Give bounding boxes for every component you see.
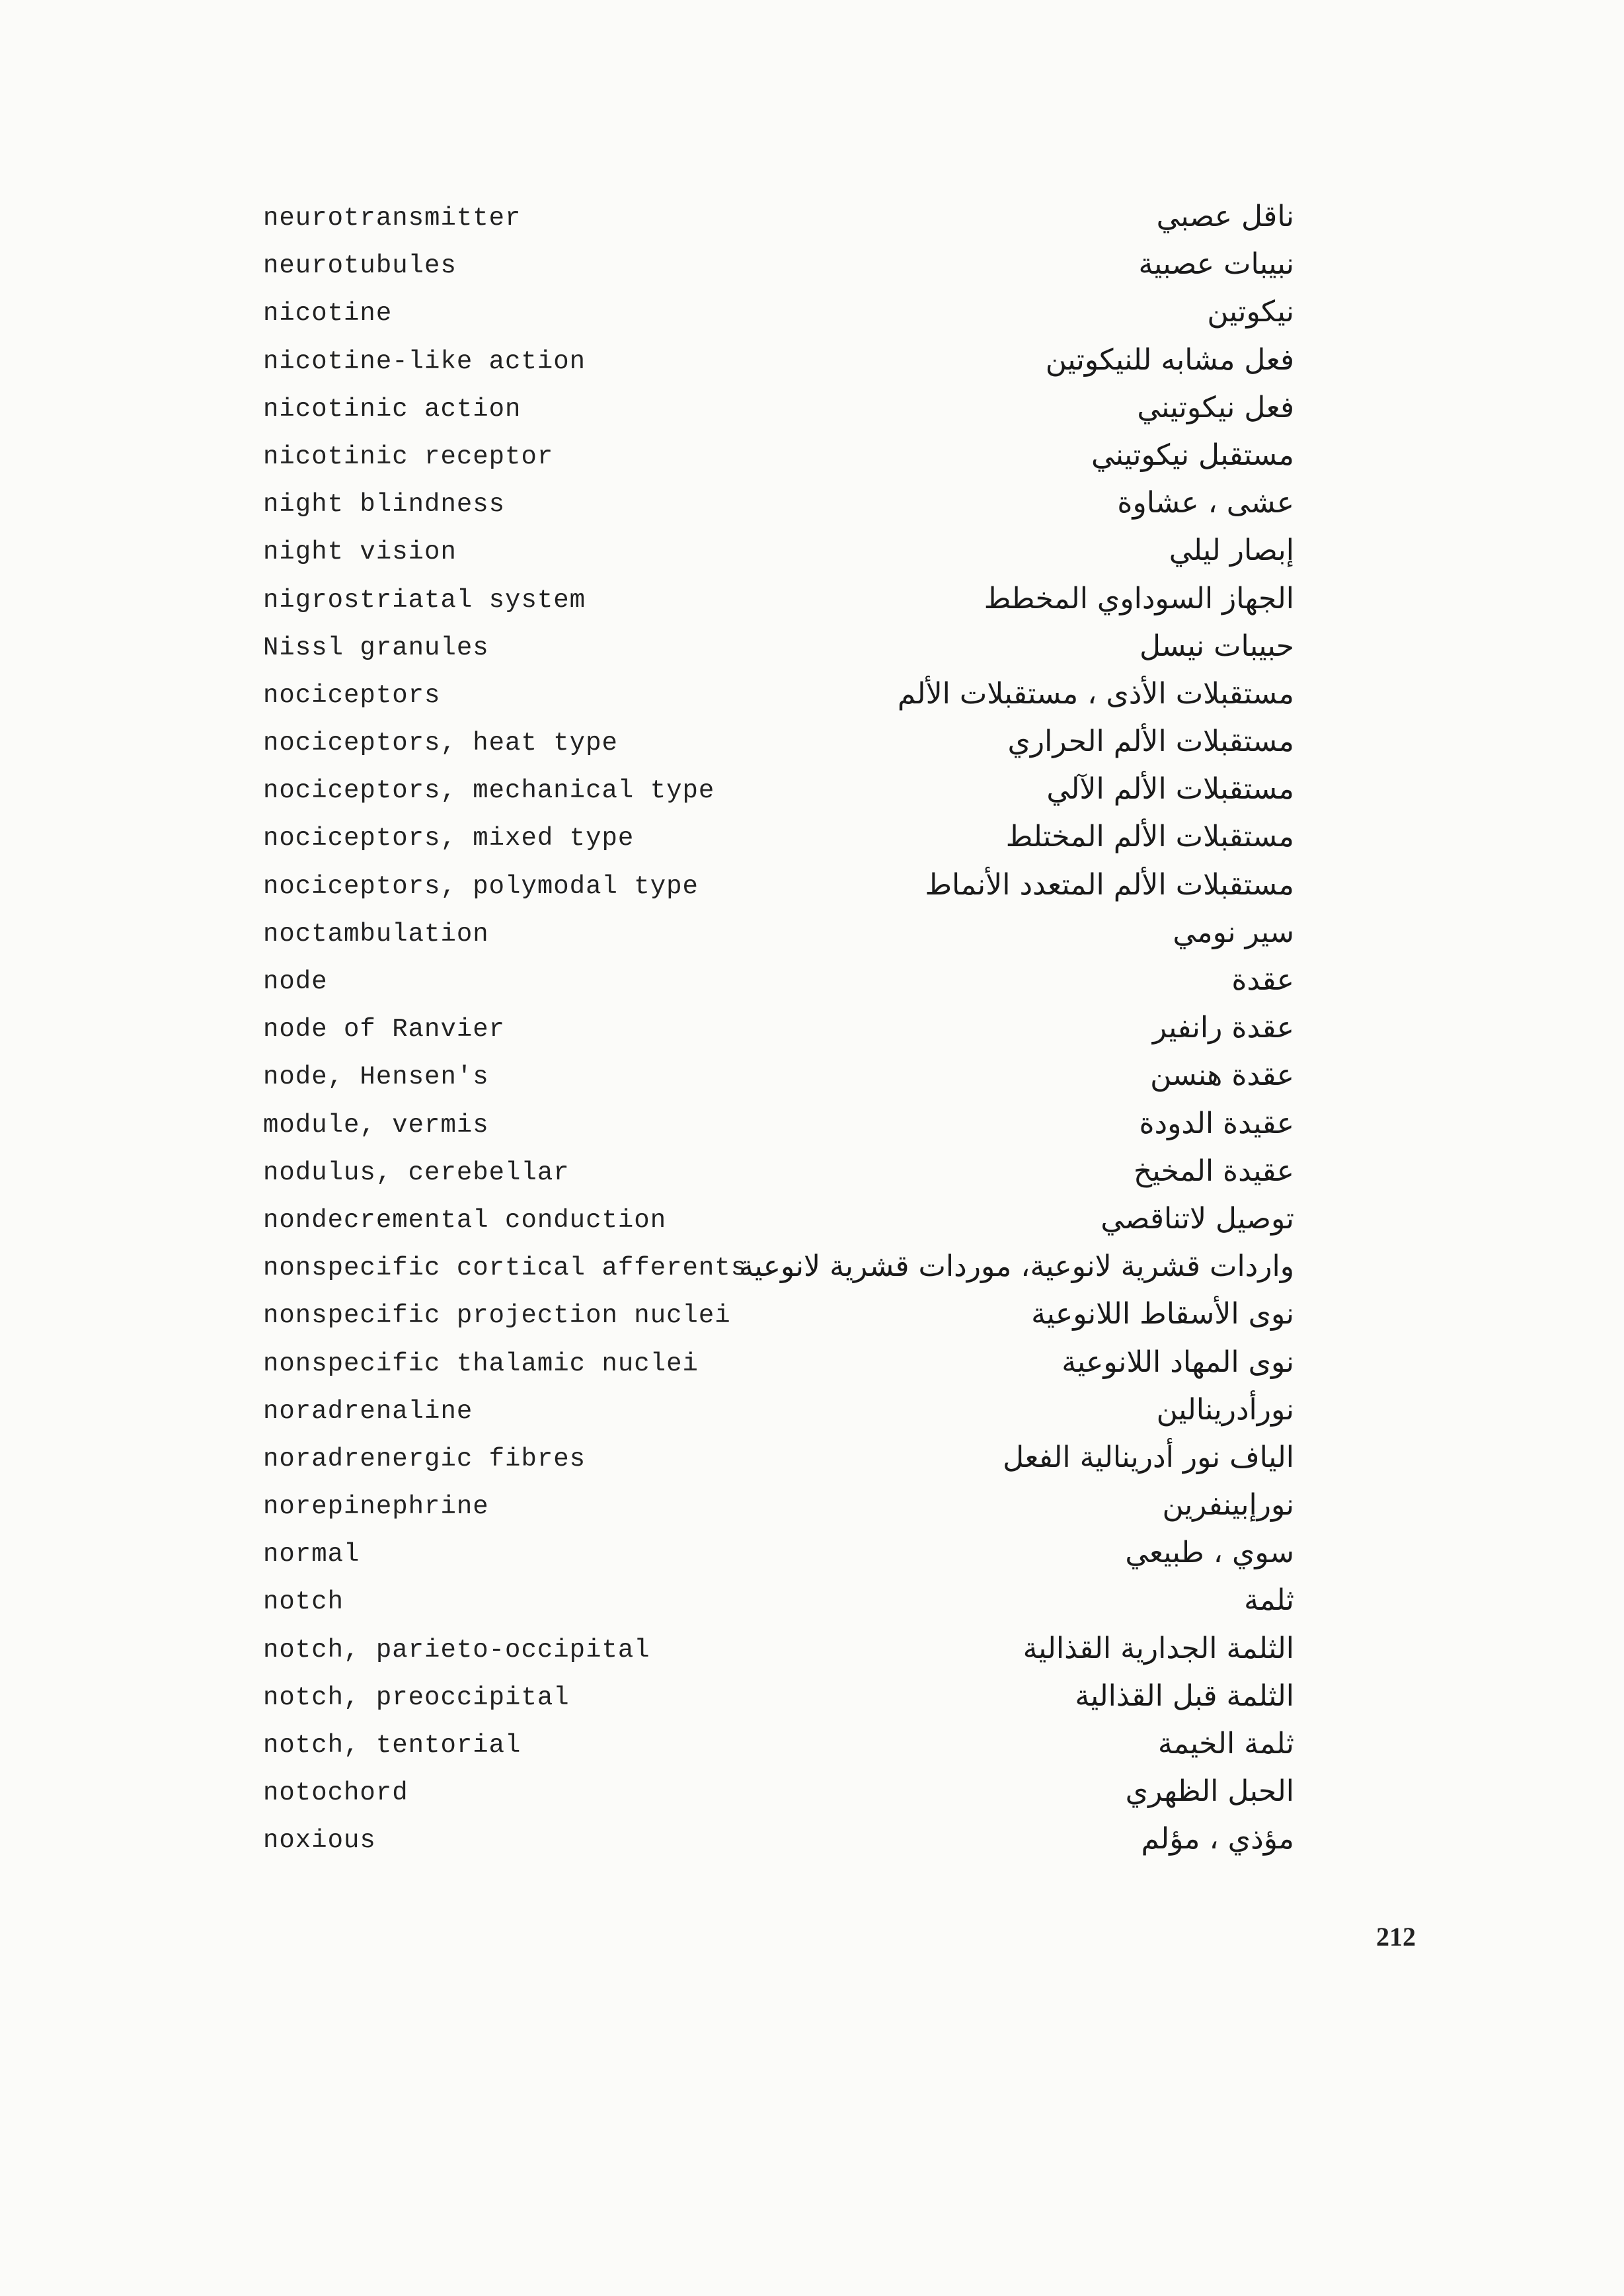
glossary-entry bbox=[263, 1296, 1294, 1343]
glossary-entry bbox=[263, 1678, 1294, 1725]
arabic-term: مستقبلات الألم المتعدد الأنماط bbox=[925, 867, 1294, 902]
english-term: nociceptors, heat type bbox=[263, 729, 618, 758]
glossary-entry bbox=[263, 1630, 1294, 1678]
arabic-term: عقيدة الدودة bbox=[1139, 1106, 1294, 1140]
english-term: nociceptors, mechanical type bbox=[263, 776, 715, 806]
glossary-entry bbox=[263, 1392, 1294, 1439]
arabic-term: ثلمة الخيمة bbox=[1157, 1727, 1294, 1761]
arabic-term: مستقبلات الأذى ، مستقبلات الألم bbox=[897, 676, 1294, 711]
english-term: norepinephrine bbox=[263, 1492, 489, 1522]
glossary-entry bbox=[263, 1439, 1294, 1487]
arabic-term: نورإبينفرين bbox=[1162, 1488, 1294, 1523]
english-term: nicotinic receptor bbox=[263, 442, 554, 471]
english-term: nondecremental conduction bbox=[263, 1205, 667, 1235]
glossary-entry bbox=[263, 1487, 1294, 1534]
arabic-term: عقيدة المخيخ bbox=[1133, 1154, 1294, 1188]
english-term: notch bbox=[263, 1587, 344, 1617]
glossary-entry bbox=[263, 1344, 1294, 1392]
arabic-term: نوى الأسقاط اللانوعية bbox=[1031, 1297, 1294, 1331]
arabic-term: مستقبل نيكوتيني bbox=[1091, 438, 1294, 472]
english-term: nicotine-like action bbox=[263, 346, 586, 376]
glossary-entry-list bbox=[263, 198, 1294, 1869]
arabic-term: نوى المهاد اللانوعية bbox=[1062, 1345, 1294, 1379]
glossary-entry bbox=[263, 532, 1294, 580]
english-term: neurotransmitter bbox=[263, 204, 522, 233]
english-term: nonspecific cortical afferents bbox=[263, 1253, 748, 1283]
glossary-entry bbox=[263, 723, 1294, 771]
english-term: nodulus, cerebellar bbox=[263, 1158, 570, 1187]
arabic-term: عشى ، عشاوة bbox=[1117, 486, 1294, 520]
page-number: 212 bbox=[1376, 1922, 1416, 1952]
glossary-entry bbox=[263, 1105, 1294, 1153]
glossary-entry bbox=[263, 342, 1294, 389]
arabic-term: نبيبات عصبية bbox=[1138, 247, 1294, 282]
glossary-entry bbox=[263, 437, 1294, 485]
english-term: nociceptors, mixed type bbox=[263, 824, 635, 853]
arabic-term: الجهاز السوداوي المخطط bbox=[984, 581, 1294, 615]
glossary-entry bbox=[263, 628, 1294, 676]
glossary-entry bbox=[263, 1534, 1294, 1582]
glossary-entry bbox=[263, 1153, 1294, 1201]
arabic-term: سوي ، طبيعي bbox=[1125, 1536, 1294, 1570]
glossary-entry bbox=[263, 1009, 1294, 1057]
glossary-entry bbox=[263, 1057, 1294, 1105]
glossary-entry bbox=[263, 771, 1294, 818]
glossary-entry bbox=[263, 1582, 1294, 1630]
glossary-entry bbox=[263, 1248, 1294, 1296]
arabic-term: نيكوتين bbox=[1207, 295, 1294, 329]
english-term: node bbox=[263, 967, 328, 996]
arabic-term: واردات قشرية لانوعية، موردات قشرية لانوعية bbox=[738, 1249, 1294, 1284]
arabic-term: ثلمة bbox=[1244, 1583, 1294, 1618]
english-term: night vision bbox=[263, 537, 457, 567]
arabic-term: عقدة رانفير bbox=[1152, 1011, 1294, 1045]
english-term: Nissl granules bbox=[263, 633, 489, 662]
glossary-entry bbox=[263, 580, 1294, 628]
arabic-term: مستقبلات الألم الحراري bbox=[1007, 725, 1294, 759]
english-term: nigrostriatal system bbox=[263, 585, 586, 615]
arabic-term: الحبل الظهري bbox=[1125, 1774, 1294, 1809]
english-term: night blindness bbox=[263, 490, 506, 520]
arabic-term: ناقل عصبي bbox=[1156, 200, 1294, 233]
arabic-term: مؤذي ، مؤلم bbox=[1141, 1822, 1294, 1856]
glossary-entry bbox=[263, 198, 1294, 246]
english-term: nicotine bbox=[263, 299, 393, 329]
arabic-term: الياف نور أدرينالية الفعل bbox=[1003, 1440, 1294, 1474]
english-term: node of Ranvier bbox=[263, 1015, 506, 1045]
english-term: noradrenaline bbox=[263, 1396, 473, 1426]
arabic-term: إبصار ليلي bbox=[1169, 534, 1294, 568]
english-term: nicotinic action bbox=[263, 394, 522, 424]
glossary-entry bbox=[263, 914, 1294, 962]
arabic-term: مستقبلات الألم المختلط bbox=[1005, 820, 1294, 854]
arabic-term: الثلمة الجدارية القذالية bbox=[1023, 1631, 1294, 1665]
glossary-entry bbox=[263, 867, 1294, 914]
glossary-entry bbox=[263, 246, 1294, 294]
english-term: nociceptors bbox=[263, 680, 441, 710]
glossary-entry bbox=[263, 962, 1294, 1009]
english-term: nonspecific thalamic nuclei bbox=[263, 1349, 699, 1378]
arabic-term: مستقبلات الألم الآلي bbox=[1046, 772, 1294, 807]
glossary-entry bbox=[263, 485, 1294, 532]
arabic-term: حبيبات نيسل bbox=[1140, 629, 1294, 663]
glossary-entry bbox=[263, 1773, 1294, 1821]
arabic-term: الثلمة قبل القذالية bbox=[1075, 1679, 1294, 1713]
arabic-term: توصيل لاتناقصي bbox=[1101, 1201, 1294, 1236]
english-term: node, Hensen's bbox=[263, 1062, 489, 1092]
arabic-term: فعل نيكوتيني bbox=[1137, 390, 1294, 424]
english-term: normal bbox=[263, 1540, 360, 1569]
arabic-term: سير نومي bbox=[1173, 915, 1294, 949]
arabic-term: فعل مشابه للنيكوتين bbox=[1045, 342, 1294, 377]
english-term: notch, parieto-occipital bbox=[263, 1635, 650, 1665]
english-term: noxious bbox=[263, 1826, 376, 1856]
glossary-entry bbox=[263, 294, 1294, 341]
arabic-term: نورأدرينالين bbox=[1156, 1392, 1294, 1427]
english-term: notch, preoccipital bbox=[263, 1682, 570, 1712]
glossary-entry bbox=[263, 818, 1294, 866]
english-term: notochord bbox=[263, 1778, 408, 1808]
glossary-entry bbox=[263, 1821, 1294, 1868]
glossary-entry bbox=[263, 1725, 1294, 1773]
english-term: noctambulation bbox=[263, 919, 489, 949]
english-term: notch, tentorial bbox=[263, 1731, 522, 1760]
glossary-entry bbox=[263, 389, 1294, 437]
arabic-term: عقدة هنسن bbox=[1150, 1058, 1294, 1093]
english-term: nonspecific projection nuclei bbox=[263, 1301, 731, 1331]
arabic-term: عقدة bbox=[1231, 963, 1294, 997]
english-term: neurotubules bbox=[263, 251, 457, 281]
english-term: module, vermis bbox=[263, 1110, 489, 1140]
glossary-entry bbox=[263, 1201, 1294, 1248]
english-term: nociceptors, polymodal type bbox=[263, 871, 699, 901]
english-term: noradrenergic fibres bbox=[263, 1444, 586, 1474]
glossary-entry bbox=[263, 676, 1294, 723]
